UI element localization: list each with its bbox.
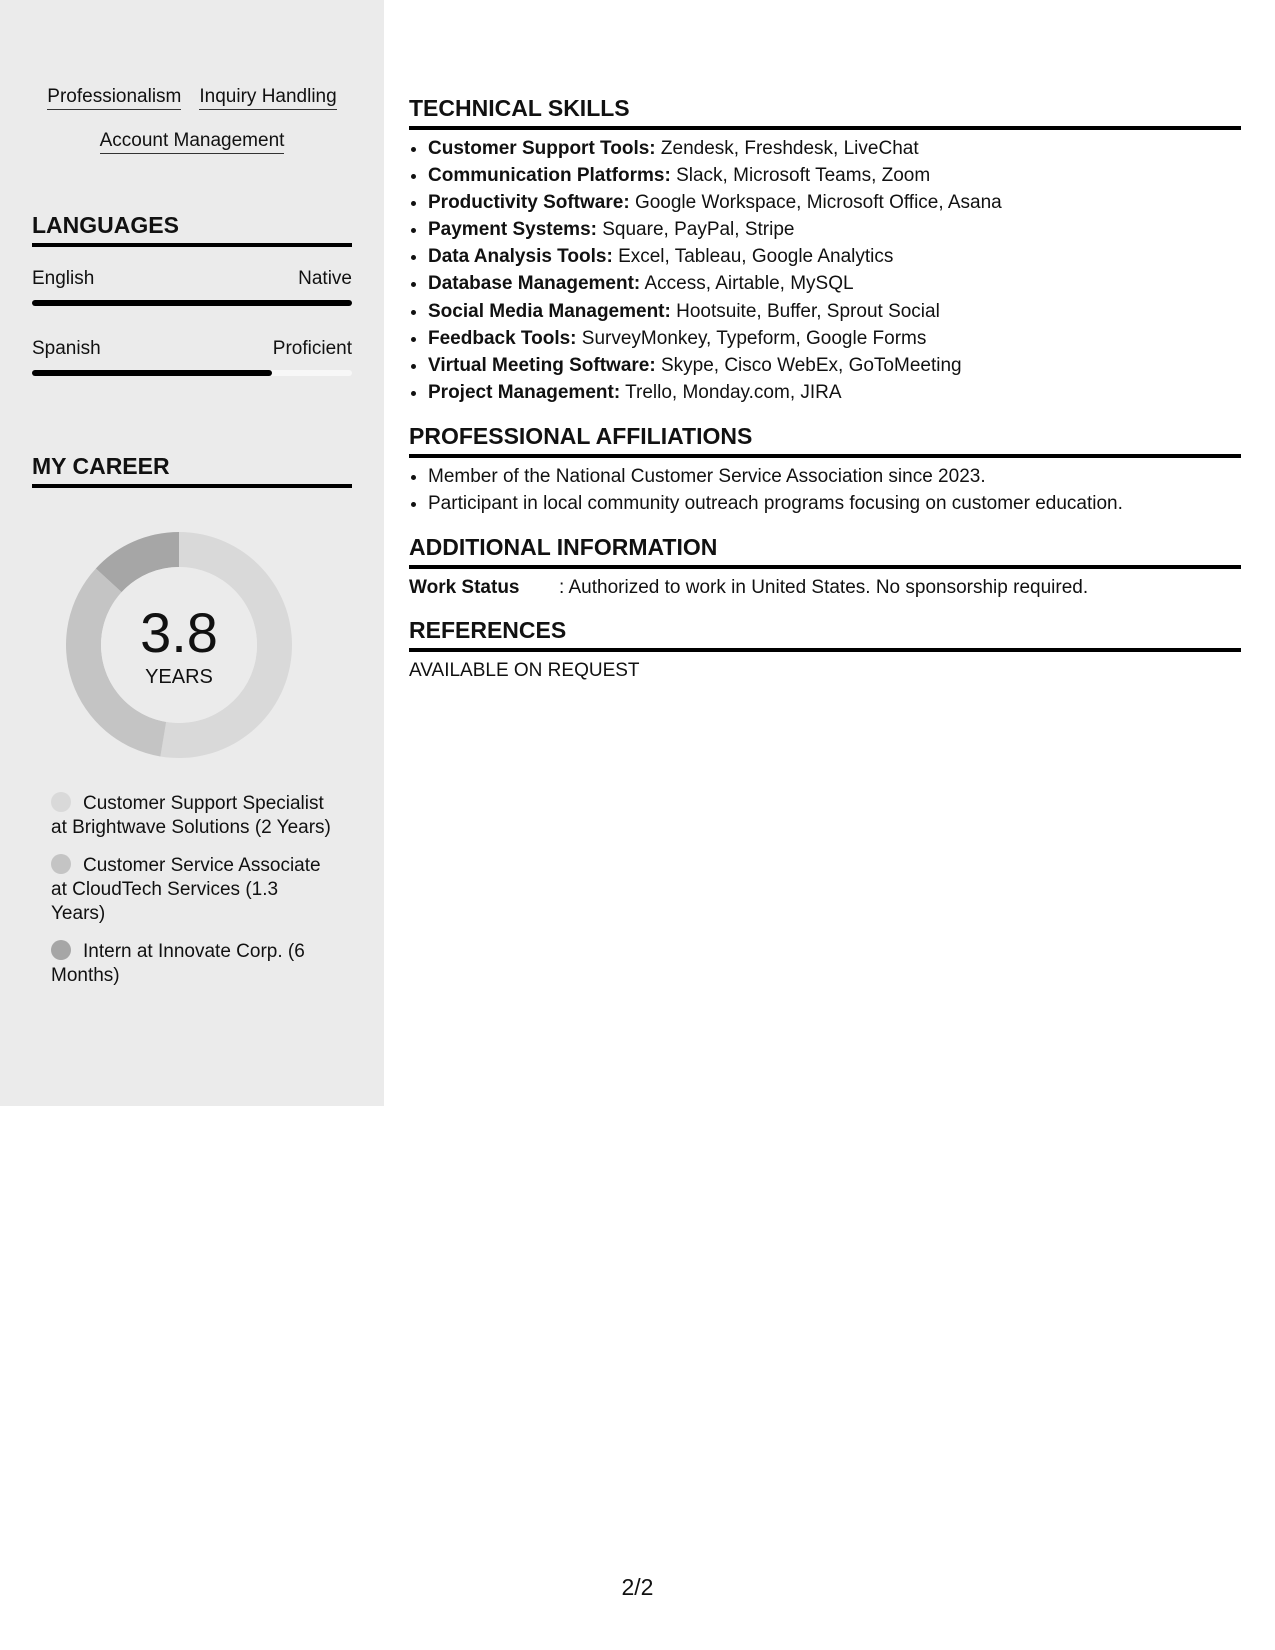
skill-values: SurveyMonkey, Typeform, Google Forms bbox=[581, 327, 927, 349]
career-item bbox=[51, 792, 331, 840]
skill-values: Slack, Microsoft Teams, Zoom bbox=[676, 165, 931, 187]
career-item-label: Customer Support Specialist at Brightwave Solutions (2 Years) bbox=[51, 793, 331, 838]
additional-info-heading: ADDITIONAL INFORMATION bbox=[409, 533, 1241, 569]
skill-tag: Account Management bbox=[100, 130, 285, 154]
career-donut-chart bbox=[66, 532, 292, 758]
language-row bbox=[32, 338, 352, 360]
technical-skills-heading: TECHNICAL SKILLS bbox=[409, 94, 1241, 130]
language-row bbox=[32, 268, 352, 290]
career-total-value: 3.8 bbox=[140, 601, 218, 664]
career-item-label: Customer Service Associate at CloudTech Services (1.3 Years) bbox=[51, 855, 321, 924]
career-item bbox=[51, 940, 331, 988]
sidebar bbox=[0, 0, 384, 1106]
list-item bbox=[428, 379, 1260, 406]
list-item bbox=[428, 162, 1260, 189]
skill-category: Customer Support Tools: bbox=[428, 138, 656, 159]
skill-tags bbox=[32, 86, 352, 154]
list-item bbox=[428, 189, 1260, 216]
skill-category: Productivity Software: bbox=[428, 192, 630, 214]
skill-values: Square, PayPal, Stripe bbox=[602, 219, 795, 241]
skill-category: Communication Platforms: bbox=[428, 165, 671, 187]
skill-values: Google Workspace, Microsoft Office, Asana bbox=[634, 192, 1002, 214]
list-item bbox=[428, 270, 1260, 297]
technical-skills-list bbox=[409, 135, 1260, 406]
career-list bbox=[51, 792, 331, 1002]
affiliations-list bbox=[409, 463, 1260, 517]
legend-dot-icon bbox=[51, 854, 71, 874]
skill-values: Zendesk, Freshdesk, LiveChat bbox=[660, 138, 919, 159]
list-item bbox=[428, 216, 1260, 243]
skill-values: Hootsuite, Buffer, Sprout Social bbox=[676, 300, 940, 322]
list-item bbox=[428, 135, 1260, 162]
skill-values: Skype, Cisco WebEx, GoToMeeting bbox=[660, 354, 962, 376]
career-item-label: Intern at Innovate Corp. (6 Months) bbox=[51, 941, 305, 986]
list-item: • Participant in local community outreach programs focusing on customer education. bbox=[428, 490, 1260, 517]
language-level: Proficient bbox=[272, 338, 352, 359]
legend-dot-icon bbox=[51, 940, 71, 960]
donut-center bbox=[66, 532, 292, 758]
references-heading: REFERENCES bbox=[409, 616, 1241, 652]
skill-values: Excel, Tableau, Google Analytics bbox=[618, 246, 894, 268]
skill-values: Trello, Monday.com, JIRA bbox=[625, 381, 842, 403]
language-bar-fill bbox=[32, 370, 272, 376]
list-item: • Member of the National Customer Service Association since 2023. bbox=[428, 463, 1260, 490]
legend-dot-icon bbox=[51, 792, 71, 812]
skill-values: Access, Airtable, MySQL bbox=[644, 273, 854, 295]
career-total-unit: YEARS bbox=[145, 666, 213, 688]
skill-category: Database Management: bbox=[428, 273, 641, 295]
list-item bbox=[428, 352, 1260, 379]
list-item bbox=[428, 243, 1260, 270]
work-status-value: : Authorized to work in United States. No sponsorship required. bbox=[559, 577, 1089, 598]
language-level: Native bbox=[298, 268, 352, 289]
language-name: English bbox=[32, 268, 95, 289]
languages-heading: LANGUAGES bbox=[32, 211, 352, 247]
skill-category: Social Media Management: bbox=[428, 300, 671, 322]
work-status-label: Work Status bbox=[409, 577, 520, 598]
skill-category: Project Management: bbox=[428, 381, 621, 403]
career-heading: MY CAREER bbox=[32, 452, 352, 488]
language-bar-fill bbox=[32, 300, 352, 306]
skill-tag: Inquiry Handling bbox=[199, 86, 336, 110]
work-status-row bbox=[409, 577, 1241, 599]
list-item bbox=[428, 325, 1260, 352]
list-item bbox=[428, 298, 1260, 325]
page-number: 2/2 bbox=[621, 1574, 654, 1600]
skill-category: Payment Systems: bbox=[428, 219, 597, 241]
skill-category: Feedback Tools: bbox=[428, 327, 577, 349]
language-name: Spanish bbox=[32, 338, 101, 359]
skill-tag: Professionalism bbox=[47, 86, 181, 110]
language-bar bbox=[32, 370, 352, 376]
career-item bbox=[51, 854, 331, 926]
skill-category: Virtual Meeting Software: bbox=[428, 354, 656, 376]
references-text: AVAILABLE ON REQUEST bbox=[409, 660, 640, 681]
affiliations-heading: PROFESSIONAL AFFILIATIONS bbox=[409, 422, 1241, 458]
language-bar bbox=[32, 300, 352, 306]
skill-category: Data Analysis Tools: bbox=[428, 246, 613, 268]
